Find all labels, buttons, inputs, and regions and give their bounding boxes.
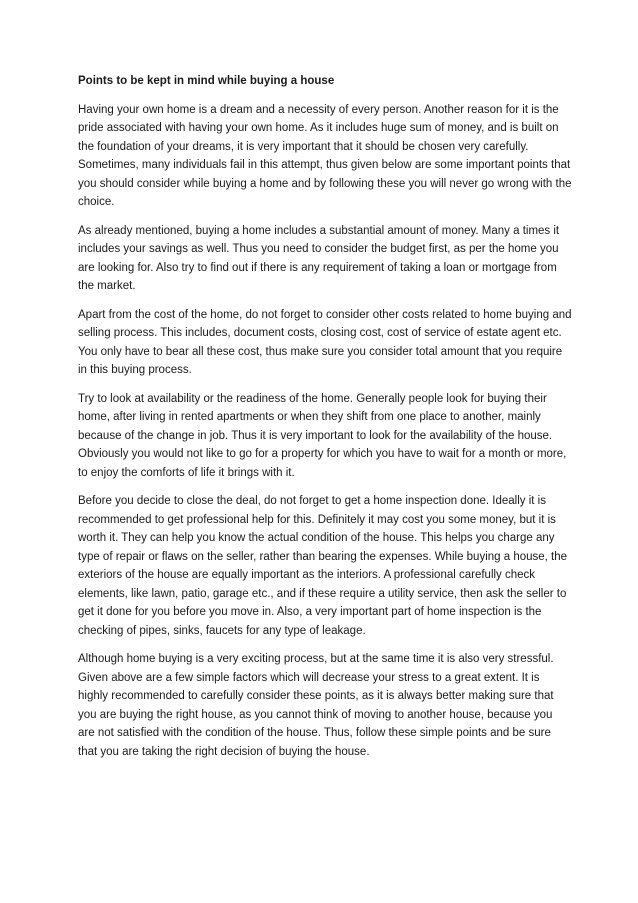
document-title: Points to be kept in mind while buying a house [78, 75, 335, 87]
paragraph-budget: As already mentioned, buying a home includes a substantial amount of money. Many a times it includes your savings as well. Thus you need to consider the budget first, as per the home you are looking for. Also try to find out if there is any requirement of taking a loan or mortgage from the market. [78, 224, 560, 292]
paragraph-intro: Having your own home is a dream and a necessity of every person. Another reason for it is the pride associated with having your own home. As it includes huge sum of money, and is built on the foundation of your dreams, it is very important that it should be chosen very carefully. Sometimes, many individuals fail in this attempt, thus given below are some important points that you should consider while buying a home and by following these you will never go wrong with the choice. [78, 103, 572, 208]
paragraph-availability: Try to look at availability or the readiness of the home. Generally people look for buying their home, after living in rented apartments or when they shift from one place to another, mainly because of the change in job. Thus it is very important to look for the availability of the house. Obviously you would not like to go for a property for which you have to wait for a month or more, to enjoy the comforts of life it brings with it. [78, 392, 567, 479]
document-body [78, 72, 572, 771]
paragraph-other-costs: Apart from the cost of the home, do not forget to consider other costs related to home buying and selling process. This includes, document costs, closing cost, cost of service of estate agent etc. You only have to bear all these cost, thus make sure you consider total amount that you require in this buying process. [78, 308, 572, 376]
paragraph-inspection: Before you decide to close the deal, do not forget to get a home inspection done. Ideally it is recommended to get professional help for this. Definitely it may cost you some money, but it is worth it. They can help you know the actual condition of the house. This helps you charge any type of repair or flaws on the seller, rather than bearing the expenses. While buying a house, the exteriors of the house are equally important as the interiors. A professional carefully check elements, like lawn, patio, garage etc., and if these require a utility service, then ask the seller to get it done for you before you move in. Also, a very important part of home inspection is the checking of pipes, sinks, faucets for any type of leakage. [78, 495, 568, 637]
paragraph-conclusion: Although home buying is a very exciting process, but at the same time it is also very stressful. Given above are a few simple factors which will decrease your stress to a great extent. It is highly recommended to carefully consider these points, as it is always better making sure that you are buying the right house, as you cannot think of moving to another house, because you are not satisfied with the condition of the house. Thus, follow these simple points and be sure that you are taking the right decision of buying the house. [78, 653, 554, 758]
